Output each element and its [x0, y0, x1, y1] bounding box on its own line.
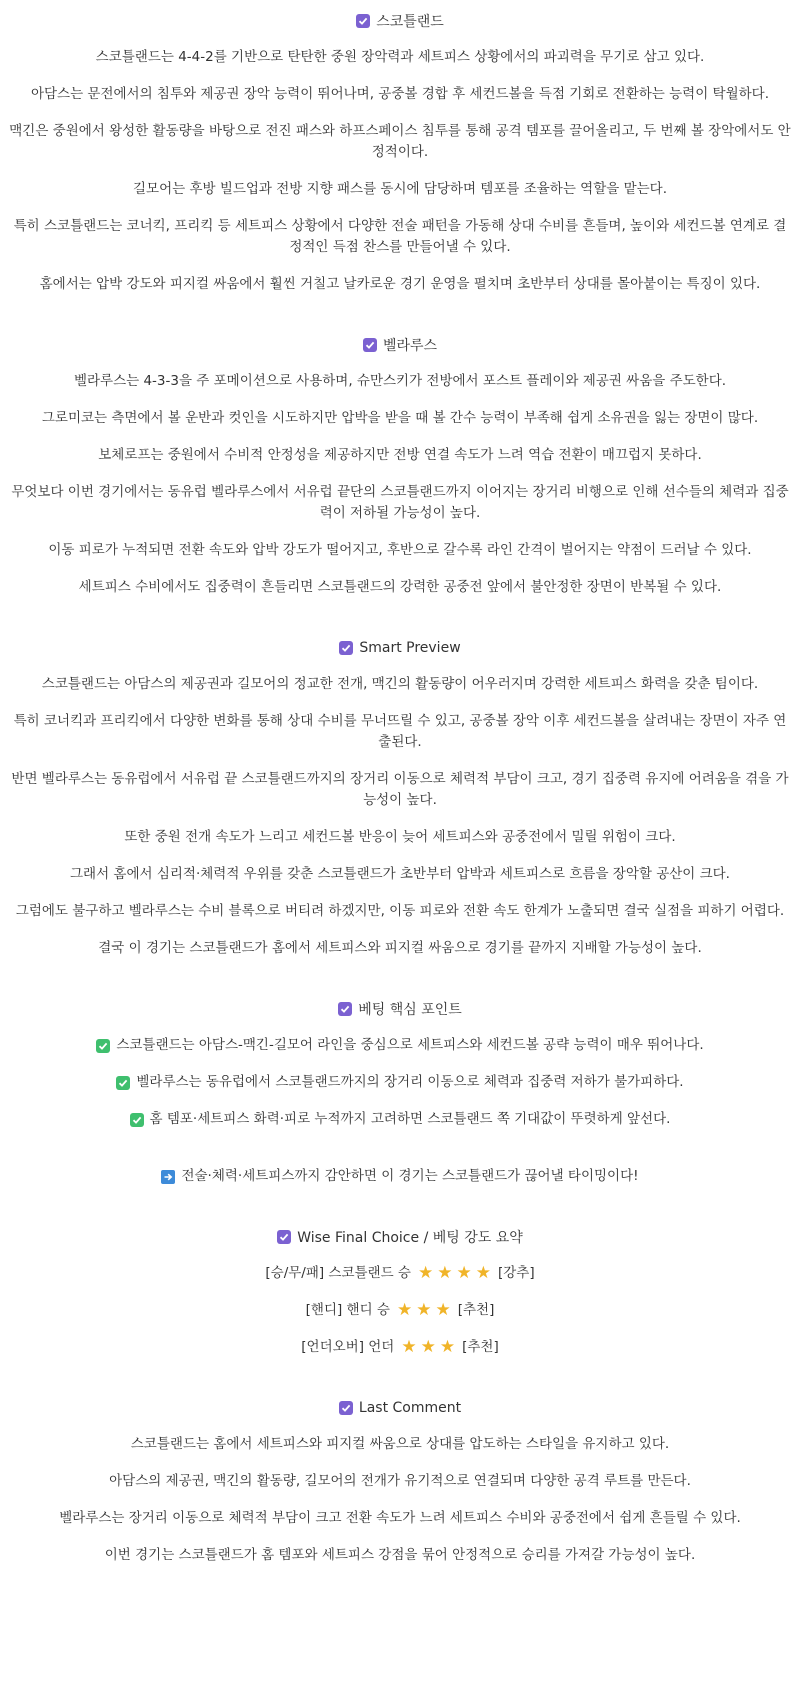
- pick-label: [언더오버] 언더: [301, 1339, 395, 1355]
- green-check-icon: [116, 1076, 130, 1090]
- section-title: 벨라루스: [382, 338, 438, 354]
- pick-row: [8, 1263, 792, 1284]
- paragraph: 무엇보다 이번 경기에서는 동유럽 벨라루스에서 서유럽 끝단의 스코틀랜드까지 이어지는 장거리 비행으로 인해 선수들의 체력과 집중력이 저하될 가능성이 높다.: [11, 484, 789, 521]
- star-icon: ★: [420, 1337, 436, 1357]
- paragraph: 이동 피로가 누적되면 전환 속도와 압박 강도가 떨어지고, 후반으로 갈수록 라인 간격이 벌어지는 약점이 드러날 수 있다.: [48, 542, 752, 558]
- section-heading: [0, 999, 800, 1019]
- pick-tag: [강추]: [497, 1265, 535, 1281]
- star-rating: [399, 1337, 457, 1358]
- green-check-icon: [96, 1039, 110, 1053]
- right-arrow-icon: [161, 1170, 175, 1184]
- paragraph: 세트피스 수비에서도 집중력이 흔들리면 스코틀랜드의 강력한 공중전 앞에서 불안정한 장면이 반복될 수 있다.: [78, 579, 722, 595]
- bullet-point: [8, 1072, 792, 1093]
- green-check-icon: [130, 1113, 144, 1127]
- paragraph: 반면 벨라루스는 동유럽에서 서유럽 끝 스코틀랜드까지의 장거리 이동으로 체력적 부담이 크고, 경기 집중력 유지에 어려움을 겪을 가능성이 높다.: [11, 771, 789, 808]
- section-title: Last Comment: [358, 1400, 462, 1416]
- pick-label: [승/무/패] 스코틀랜드 승: [265, 1265, 411, 1281]
- paragraph: 길모어는 후방 빌드업과 전방 지향 패스를 동시에 담당하며 템포를 조율하는 역할을 맡는다.: [132, 181, 667, 197]
- star-icon: ★: [475, 1263, 491, 1283]
- star-icon: ★: [401, 1337, 417, 1357]
- paragraph: 벨라루스는 4-3-3을 주 포메이션으로 사용하며, 슈만스키가 전방에서 포스트 플레이와 제공권 싸움을 주도한다.: [73, 373, 727, 389]
- star-icon: ★: [439, 1337, 456, 1357]
- checkbox-icon: [339, 641, 353, 655]
- checkbox-icon: [339, 1401, 353, 1415]
- bullet-text: 스코틀랜드는 아담스-맥긴-길모어 라인을 중심으로 세트피스와 세컨드볼 공략 능력이 매우 뛰어나다.: [116, 1037, 704, 1053]
- bullet-text: 홈 템포·세트피스 화력·피로 누적까지 고려하면 스코틀랜드 쪽 기대값이 뚜렷하게 앞선다.: [149, 1111, 671, 1127]
- section-last-comment: [0, 1398, 800, 1566]
- section-heading: [0, 335, 800, 355]
- paragraph: 스코틀랜드는 4-4-2를 기반으로 탄탄한 중원 장악력과 세트피스 상황에서의 파괴력을 무기로 삼고 있다.: [95, 49, 705, 65]
- star-icon: ★: [417, 1263, 434, 1283]
- bullet-point: [8, 1109, 792, 1130]
- pick-label: [핸디] 핸디 승: [305, 1302, 390, 1318]
- checkbox-icon: [338, 1002, 352, 1016]
- section-heading: [0, 638, 800, 658]
- conclusion-text: 전술·체력·세트피스까지 감안하면 이 경기는 스코틀랜드가 끊어낼 타이밍이다!: [181, 1168, 639, 1184]
- paragraph: 벨라루스는 장거리 이동으로 체력적 부담이 크고 전환 속도가 느려 세트피스 수비와 공중전에서 쉽게 흔들릴 수 있다.: [59, 1510, 741, 1526]
- star-icon: ★: [416, 1300, 432, 1320]
- star-icon: ★: [435, 1300, 451, 1320]
- section-title: 베팅 핵심 포인트: [358, 1002, 462, 1018]
- paragraph: 아담스의 제공권, 맥긴의 활동량, 길모어의 전개가 유기적으로 연결되며 다양한 공격 루트를 만든다.: [109, 1473, 691, 1489]
- section-betting-points: [0, 999, 800, 1187]
- pick-tag: [추천]: [462, 1339, 499, 1355]
- paragraph: 특히 스코틀랜드는 코너킥, 프리킥 등 세트피스 상황에서 다양한 전술 패턴을 가동해 상대 수비를 흔들며, 높이와 세컨드볼 연계로 결정적인 득점 찬스를 만들어낼 수 있다.: [13, 218, 787, 255]
- star-icon: ★: [396, 1300, 413, 1320]
- paragraph: 특히 코너킥과 프리킥에서 다양한 변화를 통해 상대 수비를 무너뜨릴 수 있고, 공중볼 장악 이후 세컨드볼을 살려내는 장면이 자주 연출된다.: [13, 713, 787, 750]
- bullet-text: 벨라루스는 동유럽에서 스코틀랜드까지의 장거리 이동으로 체력과 집중력 저하가 불가피하다.: [136, 1074, 684, 1090]
- pick-row: [8, 1337, 792, 1358]
- section-final-choice: [0, 1227, 800, 1358]
- paragraph: 스코틀랜드는 홈에서 세트피스와 피지컬 싸움으로 상대를 압도하는 스타일을 유지하고 있다.: [130, 1436, 670, 1452]
- paragraph: 홈에서는 압박 강도와 피지컬 싸움에서 훨씬 거칠고 날카로운 경기 운영을 펼치며 초반부터 상대를 몰아붙이는 특징이 있다.: [39, 276, 761, 292]
- section-title: 스코틀랜드: [376, 14, 444, 30]
- bullet-point: [8, 1035, 792, 1056]
- paragraph: 결국 이 경기는 스코틀랜드가 홈에서 세트피스와 피지컬 싸움으로 경기를 끝까지 지배할 가능성이 높다.: [98, 940, 702, 956]
- conclusion: [8, 1166, 792, 1187]
- star-rating: [395, 1300, 453, 1321]
- section-title: Smart Preview: [359, 640, 461, 656]
- paragraph: 또한 중원 전개 속도가 느리고 세컨드볼 반응이 늦어 세트피스와 공중전에서 밀릴 위험이 크다.: [124, 829, 676, 845]
- star-rating: [416, 1263, 493, 1284]
- paragraph: 그래서 홈에서 심리적·체력적 우위를 갖춘 스코틀랜드가 초반부터 압박과 세트피스로 흐름을 장악할 공산이 크다.: [70, 866, 730, 882]
- paragraph: 그로미코는 측면에서 볼 운반과 컷인을 시도하지만 압박을 받을 때 볼 간수 능력이 부족해 쉽게 소유권을 잃는 장면이 많다.: [41, 410, 759, 426]
- section-heading: [0, 11, 800, 31]
- paragraph: 이번 경기는 스코틀랜드가 홈 템포와 세트피스 강점을 묶어 안정적으로 승리를 가져갈 가능성이 높다.: [104, 1547, 696, 1563]
- paragraph: 보체로프는 중원에서 수비적 안정성을 제공하지만 전방 연결 속도가 느려 역습 전환이 매끄럽지 못하다.: [98, 447, 702, 463]
- section-scotland: [0, 11, 800, 295]
- paragraph: 그럼에도 불구하고 벨라루스는 수비 블록으로 버티려 하겠지만, 이동 피로와 전환 속도 한계가 노출되면 결국 실점을 피하기 어렵다.: [15, 903, 785, 919]
- pick-row: [8, 1300, 792, 1321]
- checkbox-icon: [363, 338, 377, 352]
- section-title: Wise Final Choice / 베팅 강도 요약: [297, 1230, 523, 1246]
- section-heading: [0, 1227, 800, 1247]
- section-smart-preview: [0, 638, 800, 959]
- paragraph: 맥긴은 중원에서 왕성한 활동량을 바탕으로 전진 패스와 하프스페이스 침투를 통해 공격 템포를 끌어올리고, 두 번째 볼 장악에서도 안정적이다.: [9, 123, 791, 160]
- paragraph: 스코틀랜드는 아담스의 제공권과 길모어의 정교한 전개, 맥긴의 활동량이 어우러지며 강력한 세트피스 화력을 갖춘 팀이다.: [41, 676, 759, 692]
- section-heading: [0, 1398, 800, 1418]
- star-icon: ★: [456, 1263, 472, 1283]
- paragraph: 아담스는 문전에서의 침투와 제공권 장악 능력이 뛰어나며, 공중볼 경합 후 세컨드볼을 득점 기회로 전환하는 능력이 탁월하다.: [30, 86, 770, 102]
- checkbox-icon: [356, 14, 370, 28]
- star-icon: ★: [437, 1263, 453, 1283]
- section-belarus: [0, 335, 800, 598]
- checkbox-icon: [277, 1230, 291, 1244]
- pick-tag: [추천]: [457, 1302, 495, 1318]
